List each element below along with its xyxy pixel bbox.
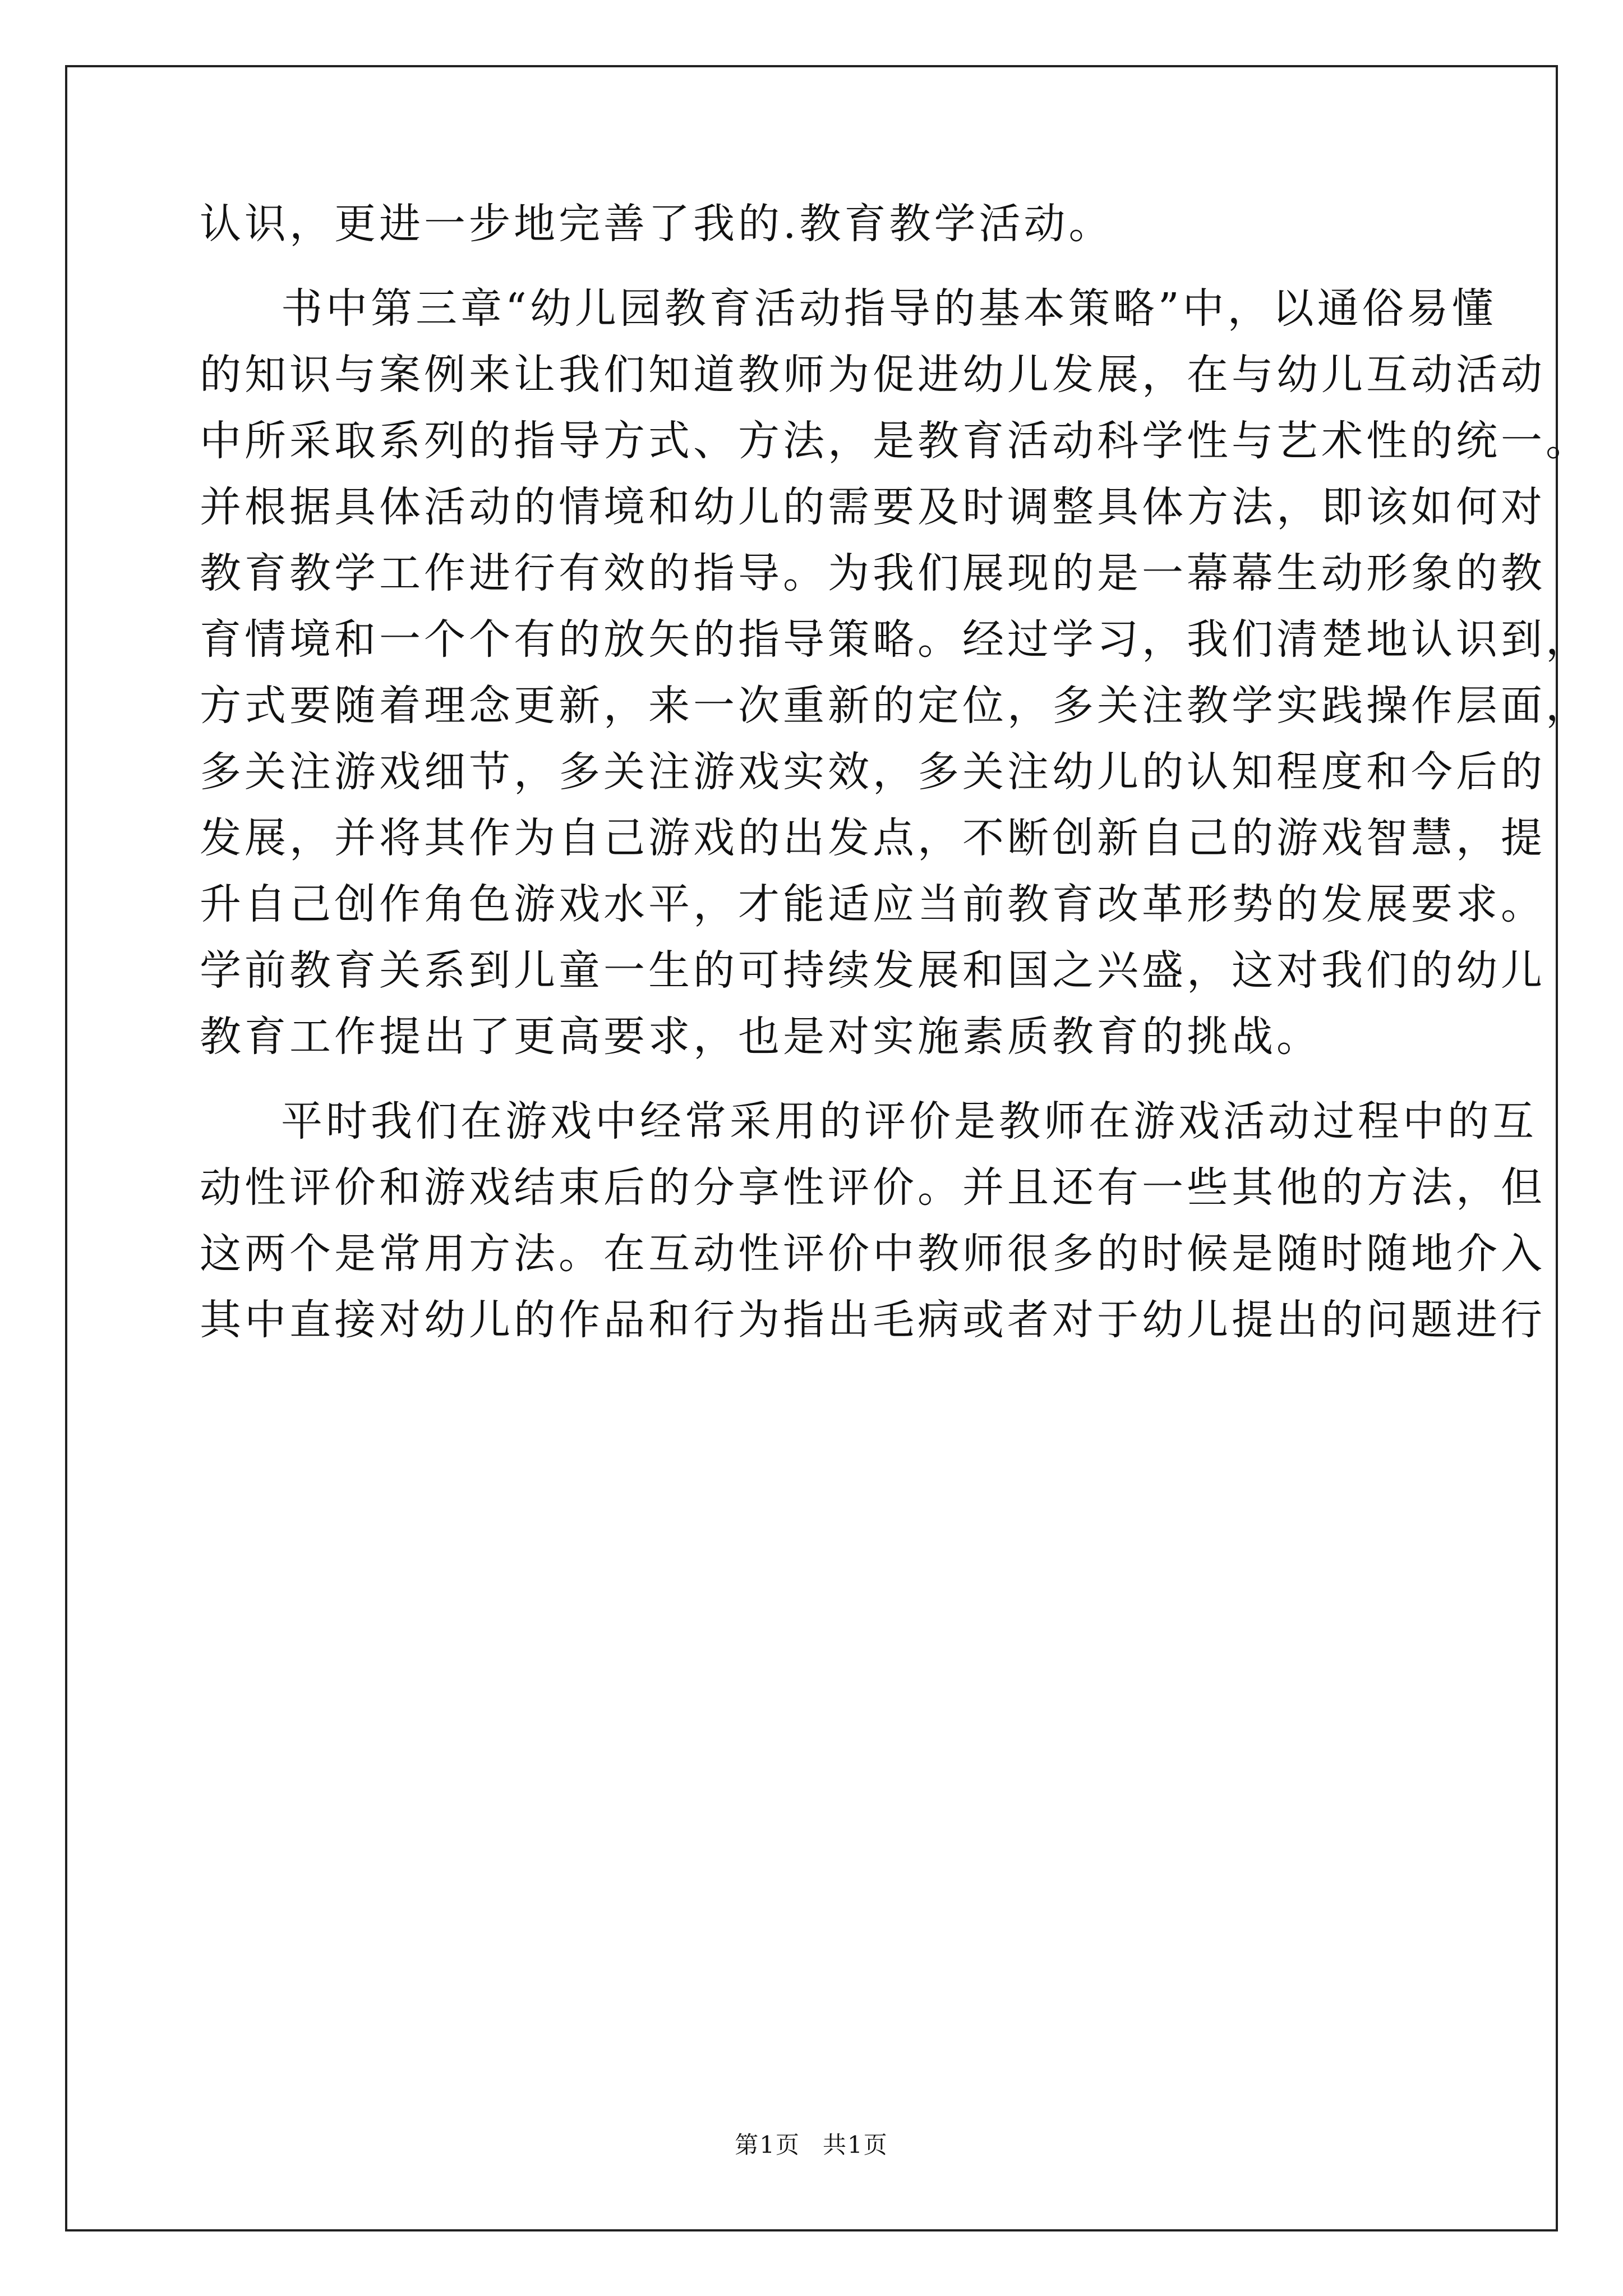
text-line: 学前教育关系到儿童一生的可持续发展和国之兴盛，这对我们的幼儿	[200, 946, 1546, 995]
paragraph-gap	[200, 257, 1422, 275]
document-body	[200, 191, 1590, 1353]
page-number-current: 第1页	[735, 2131, 800, 2159]
text-line: 方式要随着理念更新，来一次重新的定位，多关注教学实践操作层面，	[200, 682, 1590, 730]
text-line: 教育工作提出了更高要求，也是对实施素质教育的挑战。	[200, 1013, 1321, 1061]
paragraph-gap	[200, 1070, 1422, 1088]
text-line: 多关注游戏细节，多关注游戏实效，多关注幼儿的认知程度和今后的	[200, 748, 1546, 796]
text-line: 升自己创作角色游戏水平，才能适应当前教育改革形势的发展要求。	[200, 880, 1546, 928]
text-line: 动性评价和游戏结束后的分享性评价。并且还有一些其他的方法，但	[200, 1163, 1546, 1212]
text-line: 发展，并将其作为自己游戏的出发点，不断创新自己的游戏智慧，提	[200, 814, 1546, 862]
page-footer	[0, 2127, 1623, 2160]
page-number-total: 共1页	[823, 2131, 888, 2159]
text-line: 认识，更进一步地完善了我的.教育教学活动。	[200, 200, 1114, 248]
text-line: 书中第三章“幼儿园教育活动指导的基本策略”中，以通俗易懂	[281, 284, 1497, 333]
text-line: 的知识与案例来让我们知道教师为促进幼儿发展，在与幼儿互动活动	[200, 351, 1546, 399]
text-line: 育情境和一个个有的放矢的指导策略。经过学习，我们清楚地认识到，	[200, 615, 1590, 664]
text-line: 教育教学工作进行有效的指导。为我们展现的是一幕幕生动形象的教	[200, 549, 1546, 597]
text-line: 其中直接对幼儿的作品和行为指出毛病或者对于幼儿提出的问题进行	[200, 1296, 1546, 1344]
text-line: 平时我们在游戏中经常采用的评价是教师在游戏活动过程中的互	[281, 1097, 1537, 1145]
text-line: 这两个是常用方法。在互动性评价中教师很多的时候是随时随地介入	[200, 1230, 1546, 1278]
text-line: 中所采取系列的指导方式、方法，是教育活动科学性与艺术性的统一。	[200, 417, 1590, 465]
text-line: 并根据具体活动的情境和幼儿的需要及时调整具体方法，即该如何对	[200, 483, 1546, 531]
